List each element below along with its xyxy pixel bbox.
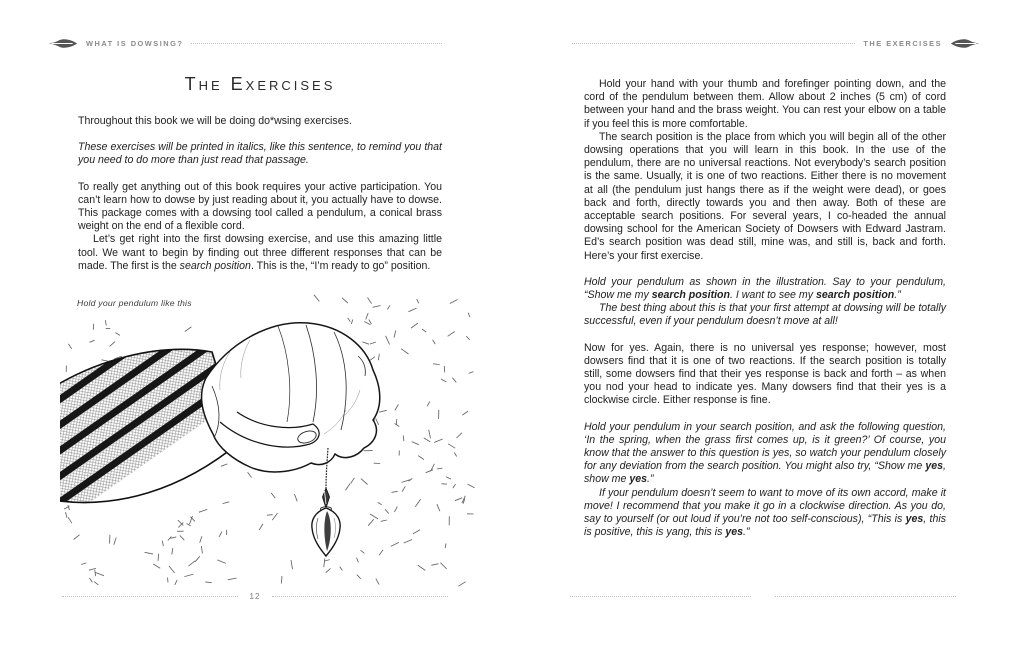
paragraph-italic-note: These exercises will be printed in italics, like this sentence, to remind you that you need to do more than just read that passage.: [78, 141, 442, 167]
right-running-head: [572, 37, 980, 49]
text-run: . I want to see my: [730, 289, 816, 302]
paragraph-intro: Throughout this book we will be doing do*wsing exercises.: [78, 115, 352, 127]
right-folio: [570, 590, 956, 602]
pendulum-finial: [323, 488, 330, 508]
yes-bold: yes: [629, 473, 648, 486]
text-run: Let’s get right into the first dowsing exercise, and use this amazing little tool. We want to begin by finding out three different responses that can be made. The first is the: [78, 233, 442, 272]
paragraph-exercise-1: [584, 276, 946, 302]
text-run: .”: [894, 289, 901, 302]
text-run: Hold your pendulum in your search position, and ask the following question, ‘In the spring, when the grass first comes up, is it green?’ Of course, you know that the answer to this question is yes, so watch your pendulum closely for any deviation from the search position. You might also try, “Show me: [584, 420, 946, 473]
text-run: , this is positive, this is yang, this is: [584, 513, 946, 539]
left-folio-rule: [62, 596, 238, 597]
left-text-column: [78, 74, 442, 273]
right-folio-rule: [570, 596, 751, 597]
search-position-bold: search position: [651, 289, 730, 302]
pendulum-hand-illustration: [60, 292, 482, 592]
page-title: The Exercises: [184, 74, 336, 94]
paragraph-now-for-yes: Now for yes. Again, there is no universal yes response; however, most dowsers find that it is one of two reactions. If the search position is totally still, some dowsers find that their yes response is back and forth – as when you nod your head to indicate yes. Many dowsers find that their yes is a clockwise circle. Either response is fine.: [584, 341, 946, 407]
search-position-emphasis: search position: [179, 259, 251, 272]
paragraph-make-it-move: [584, 487, 946, 540]
text-run: , show me: [584, 460, 946, 486]
left-folio: [62, 590, 448, 602]
left-header-rule: [191, 43, 442, 44]
paragraph-first-exercise: [78, 233, 442, 273]
figure-caption: Hold your pendulum like this: [77, 298, 192, 308]
yes-bold: yes: [725, 526, 743, 539]
text-run: .”: [647, 473, 654, 486]
text-run: . This is the, “I’m ready to go” position.: [250, 259, 431, 272]
feather-ornament-icon: [950, 38, 980, 49]
right-header-rule: [572, 43, 855, 44]
left-page-number: 12: [249, 591, 261, 601]
yes-bold: yes: [925, 460, 944, 473]
right-text-column: [584, 78, 946, 540]
illustration-svg: [60, 292, 482, 592]
paragraph-hold-hand: Hold your hand with your thumb and forefinger pointing down, and the cord of the pendulum between them. Allow about 2 inches (5 cm) of cord between your hand and the brass weight. You can rest your elbow on a table if you feel this is more comfortable.: [584, 78, 946, 130]
yes-bold: yes: [905, 513, 924, 526]
left-folio-rule: [272, 596, 448, 597]
left-running-head: [48, 37, 442, 49]
text-run: Hold your pendulum as shown in the illustration. Say to your pendulum, “Show me my: [584, 275, 946, 302]
right-running-head-label: THE EXERCISES: [863, 38, 942, 48]
paragraph-best-thing: The best thing about this is that your first attempt at dowsing will be totally successful, even if your pendulum doesn’t move at all!: [584, 302, 946, 328]
text-run: .”: [743, 526, 750, 539]
search-position-bold: search position: [815, 289, 895, 302]
hand: [202, 323, 380, 472]
paragraph-participation: To really get anything out of this book requires your active participation. You can’t learn how to dowse by just reading about it, you actually have to dowse. This package comes with a dowsing tool called a pendulum, a conical brass weight on the end of a flexible cord.: [78, 180, 442, 233]
text-run: If your pendulum doesn’t seem to want to move of its own accord, make it move! I recommend that you make it go in a clockwise direction. As you do, say to yourself (or out loud if you’re not too self-conscious), “This is: [584, 486, 946, 526]
feather-ornament-icon: [48, 38, 78, 49]
paragraph-search-position: The search position is the place from which you will begin all of the other dowsing operations that you will learn in this book. In the use of the pendulum, there are no universal reactions. Not everybody’s search position is the same. Usually, it is one of two reactions. Either there is no movement at all (the pendulum just hangs there as if the weight were dead), or goes back and forth, directly towards you and then away. Both of these are acceptable search positions. For several years, I co-headed the annual dowsing school for the American Society of Dowsers with Edward Jastram. Ed’s search position was dead still, mine was, and still is, back and forth. Here’s your first exercise.: [584, 130, 946, 262]
left-running-head-label: WHAT IS DOWSING?: [86, 38, 184, 48]
paragraph-exercise-2: [584, 421, 946, 487]
right-folio-rule: [775, 596, 956, 597]
